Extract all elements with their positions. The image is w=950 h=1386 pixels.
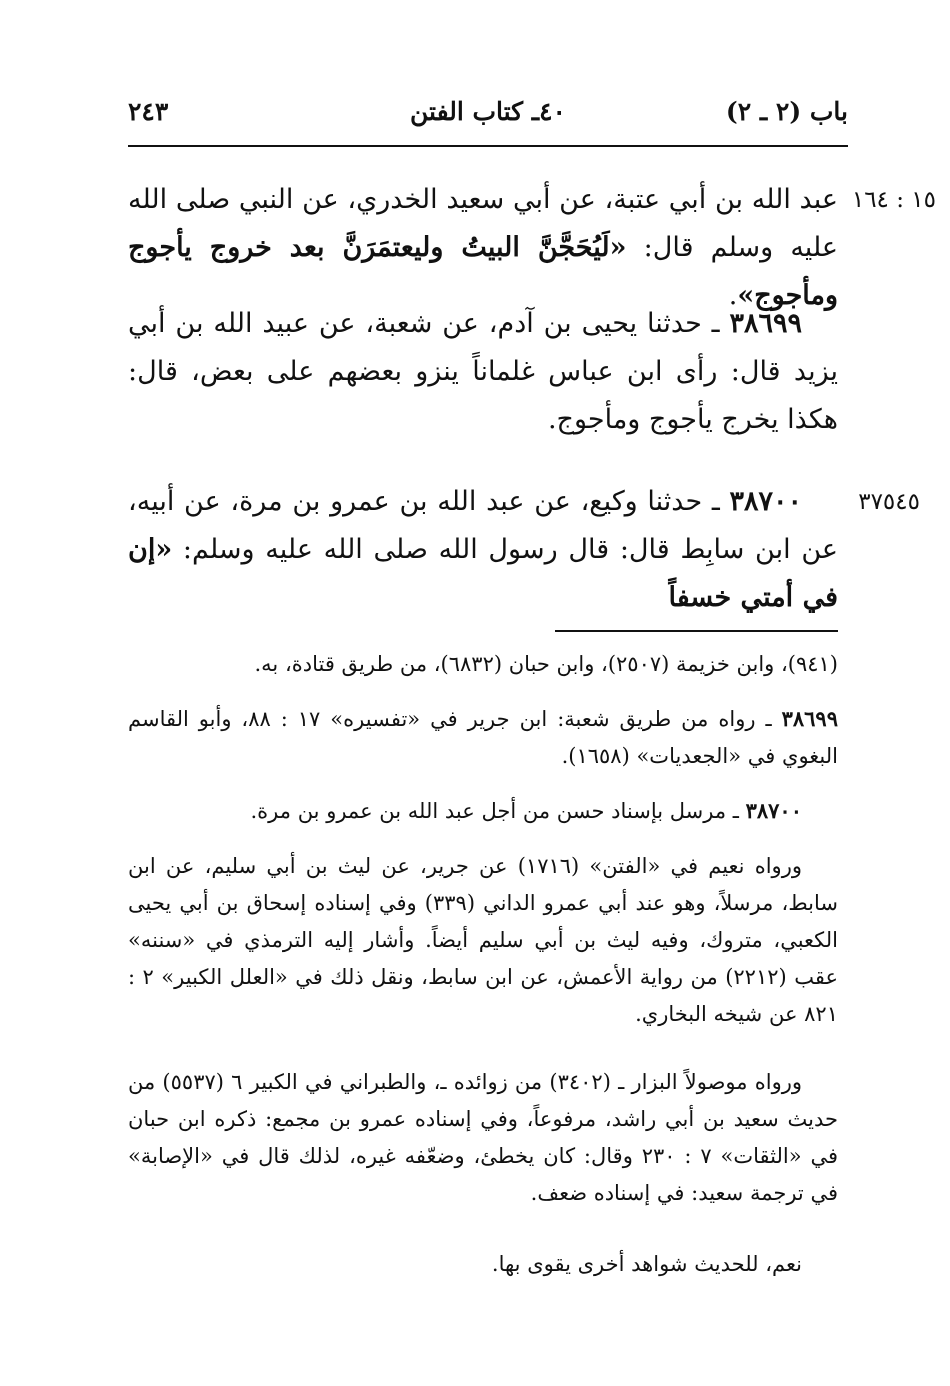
footnote [128,792,838,830]
margin-reference: ٣٧٥٤٥ [858,489,920,515]
footnote-text: ـ رواه من طريق شعبة: ابن جرير في «تفسيره» ١٧ : ٨٨، وأبو القاسم البغوي في «الجعديات» (١٦٥٨). [128,707,838,768]
footnote: ورواه موصولاً البزار ـ (٣٤٠٢) من زوائده ـ، والطبراني في الكبير ٦ (٥٥٣٧) من حديث سعيد بن أبي راشد، مرفوعاً، وفي إسناده عمرو بن مجمع: ذكره ابن حبان في «الثقات» ٧ : ٢٣٠ وقال: كان يخطئ، وضعّفه غيره، لذلك قال في «الإصابة» في ترجمة سعيد: في إسناده ضعف. [128,1070,838,1205]
footnote-divider [555,630,838,632]
footnote-number: ٣٨٧٠٠ [745,798,802,823]
book-title: ٤٠ـ كتاب الفتن [410,97,566,126]
header-divider [128,145,848,147]
margin-reference: ١٥ : ١٦٤ [851,187,936,213]
hadith-text: ـ حدثنا وكيع، عن عبد الله بن عمرو بن مرة، عن أبيه، عن ابن سابِط قال: قال رسول الله صلى الله عليه وسلم: [128,486,838,565]
footnote-number: ٣٨٦٩٩ [781,706,838,731]
page-number: ٢٤٣ [128,97,169,126]
hadith-paragraph [128,478,838,622]
footnote-text: ـ مرسل بإسناد حسن من أجل عبد الله بن عمرو بن مرة. [250,799,746,823]
hadith-number: ٣٨٧٠٠ [729,486,802,517]
page-header [128,92,848,138]
footnote [128,700,838,775]
footnote: نعم، للحديث شواهد أخرى يقوى بها. [491,1252,802,1276]
hadith-paragraph [128,300,838,444]
hadith-text: عبد الله بن أبي عتبة، عن أبي سعيد الخدري، عن النبي صلى الله عليه وسلم قال: [128,184,838,263]
hadith-number: ٣٨٦٩٩ [729,308,802,339]
hadith-quote: «إن في أمتي خسفاً [128,534,838,613]
hadith-quote: «لَيُحَجَّنَّ البيتُ وليعتمَرَنَّ بعد خروج يأجوج ومأجوج» [128,232,838,311]
footnote: (٩٤١)، وابن خزيمة (٢٥٠٧)، وابن حبان (٦٨٣٢)، من طريق قتادة، به. [254,652,838,676]
hadith-end: . [728,280,738,311]
hadith-paragraph [128,176,838,320]
hadith-text: ـ حدثنا يحيى بن آدم، عن شعبة، عن عبيد الله بن أبي يزيد قال: رأى ابن عباس غلماناً ينزو بعضهم على بعض، قال: هكذا يخرج يأجوج ومأجوج. [128,308,838,435]
section-title: باب (٢ ـ ٢) [725,97,848,126]
footnote: ورواه نعيم في «الفتن» (١٧١٦) عن جرير، عن ليث بن أبي سليم، عن ابن سابط، مرسلاً، وهو عند أبي عمرو الداني (٣٣٩) وفي إسناده إسحاق بن أبي يحيى الكعبي، متروك، وفيه ليث بن أبي سليم أيضاً. وأشار إليه الترمذي في «سننه» عقب (٢٢١٢) من رواية الأعمش، عن ابن سابط، ونقل ذلك في «العلل الكبير» ٢ : ٨٢١ عن شيخه البخاري. [128,854,838,1026]
